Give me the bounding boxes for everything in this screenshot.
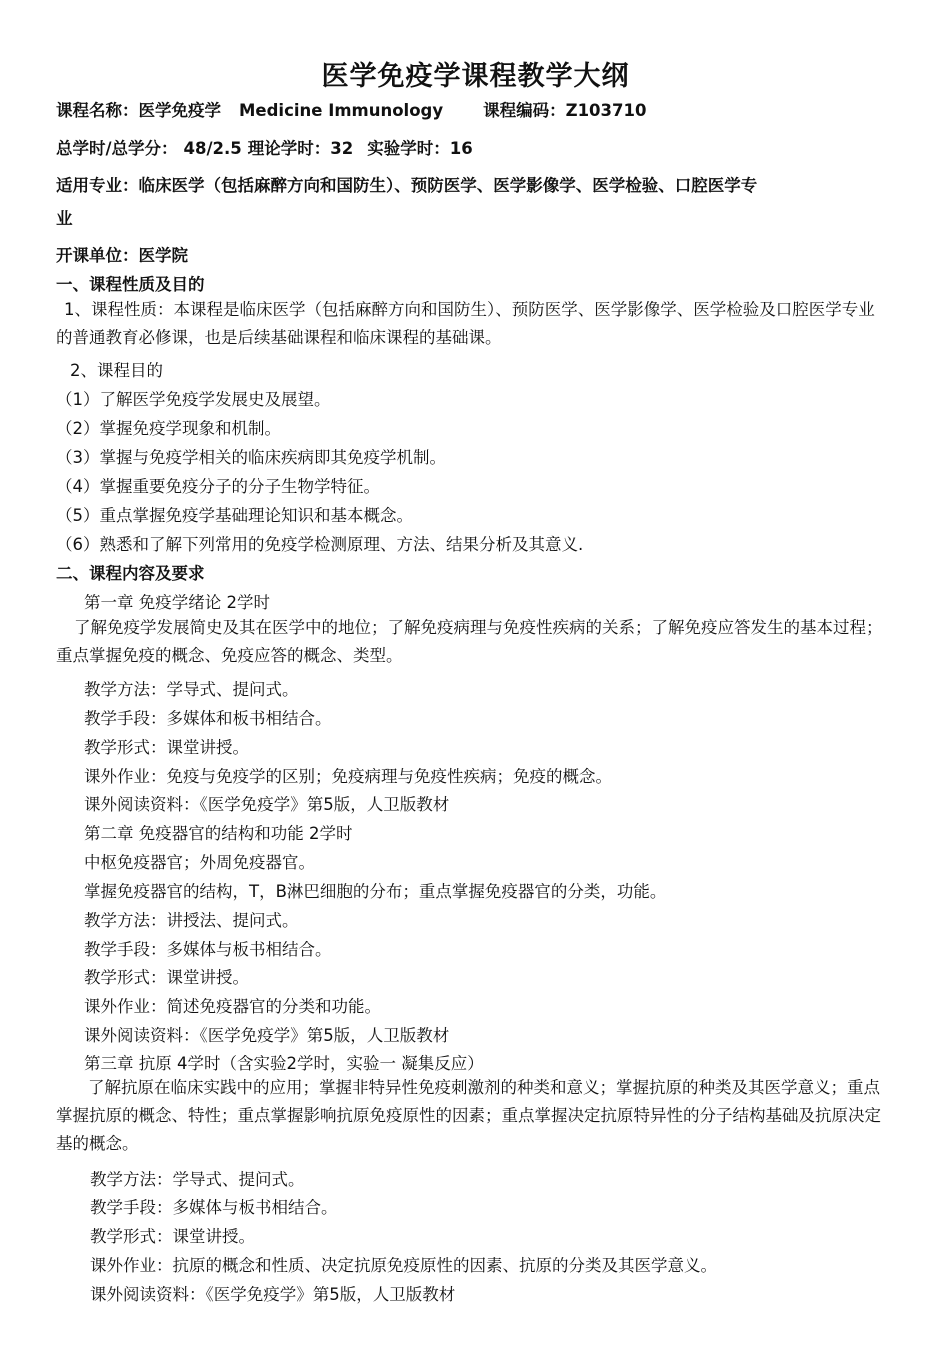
chapter2-means: 教学手段：多媒体与板书相结合。	[84, 940, 332, 959]
chapter1-method: 教学方法：学导式、提问式。	[84, 680, 299, 699]
purpose-heading: 2、课程目的	[70, 361, 163, 380]
purpose-item: （4）掌握重要免疫分子的分子生物学特征。	[56, 477, 380, 496]
purpose-item: （1）了解医学免疫学发展史及展望。	[56, 390, 331, 409]
chapter2-form: 教学形式：课堂讲授。	[84, 968, 249, 987]
chapter3-method: 教学方法：学导式、提问式。	[90, 1170, 305, 1189]
chapter3-form: 教学形式：课堂讲授。	[90, 1227, 255, 1246]
course-name-en: Medicine Immunology	[239, 101, 444, 120]
chapter1-reading: 课外阅读资料：《医学免疫学》第5版，人卫版教材	[84, 795, 450, 814]
chapter3-means: 教学手段：多媒体与板书相结合。	[90, 1198, 338, 1217]
page-title: 医学免疫学课程教学大纲	[321, 61, 630, 92]
chapter2-title: 第二章 免疫器官的结构和功能 2学时	[84, 824, 353, 843]
section2-heading: 二、课程内容及要求	[56, 564, 205, 583]
course-code: Z103710	[565, 101, 647, 120]
section1-heading: 一、课程性质及目的	[56, 275, 205, 294]
hours-label: 总学时/总学分：	[56, 139, 178, 158]
course-info-line	[56, 97, 916, 121]
lab-label: 实验学时：	[367, 139, 450, 158]
chapter1-form: 教学形式：课堂讲授。	[84, 738, 249, 757]
purpose-item: （2）掌握免疫学现象和机制。	[56, 419, 281, 438]
chapter3-reading: 课外阅读资料：《医学免疫学》第5版，人卫版教材	[90, 1285, 456, 1304]
chapter2-description: 掌握免疫器官的结构，T，B淋巴细胞的分布；重点掌握免疫器官的分类，功能。	[84, 882, 667, 901]
chapter1-description: 了解免疫学发展简史及其在医学中的地位；了解免疫病理与免疫性疾病的关系；了解免疫应答发生的基本过程；重点掌握免疫的概念、免疫应答的概念、类型。	[56, 618, 883, 665]
chapter3-homework: 课外作业：抗原的概念和性质、决定抗原免疫原性的因素、抗原的分类及其医学意义。	[90, 1256, 717, 1275]
chapter1-title: 第一章 免疫学绪论 2学时	[84, 593, 270, 612]
theory-value: 32	[330, 139, 354, 158]
chapter2-reading: 课外阅读资料：《医学免疫学》第5版，人卫版教材	[84, 1026, 450, 1045]
chapter2-content: 中枢免疫器官；外周免疫器官。	[84, 853, 315, 872]
purpose-item: （6）熟悉和了解下列常用的免疫学检测原理、方法、结果分析及其意义.	[56, 535, 584, 554]
chapter1-means: 教学手段：多媒体和板书相结合。	[84, 709, 332, 728]
major-line-1: 适用专业：临床医学（包括麻醉方向和国防生）、预防医学、医学影像学、医学检验、口腔医学专	[56, 176, 758, 195]
chapter1-homework: 课外作业：免疫与免疫学的区别；免疫病理与免疫性疾病；免疫的概念。	[84, 767, 612, 786]
hours-line	[56, 135, 916, 159]
hours-value: 48/2.5	[183, 139, 242, 158]
chapter2-method: 教学方法：讲授法、提问式。	[84, 911, 299, 930]
course-name-label: 课程名称：	[56, 101, 139, 120]
lab-value: 16	[449, 139, 473, 158]
theory-label: 理论学时：	[247, 139, 331, 158]
course-nature-paragraph: 1、课程性质：本课程是临床医学（包括麻醉方向和国防生）、预防医学、医学影像学、医学检验及口腔医学专业的普通教育必修课，也是后续基础课程和临床课程的基础课。	[56, 300, 875, 347]
major-line-2: 业	[56, 209, 73, 228]
purpose-item: （3）掌握与免疫学相关的临床疾病即其免疫学机制。	[56, 448, 446, 467]
chapter3-title: 第三章 抗原 4学时（含实验2学时，实验一 凝集反应）	[84, 1054, 484, 1073]
purpose-item: （5）重点掌握免疫学基础理论知识和基本概念。	[56, 506, 413, 525]
chapter2-homework: 课外作业：简述免疫器官的分类和功能。	[84, 997, 381, 1016]
chapter3-description: 了解抗原在临床实践中的应用；掌握非特异性免疫刺激剂的种类和意义；掌握抗原的种类及其医学意义；重点掌握抗原的概念、特性；重点掌握影响抗原免疫原性的因素；重点掌握决定抗原特异性的分子结构基础及抗原决定基的概念。	[56, 1078, 881, 1153]
course-name-cn: 医学免疫学	[138, 101, 221, 120]
department-line: 开课单位：医学院	[56, 246, 188, 265]
course-code-label: 课程编码：	[483, 101, 566, 120]
